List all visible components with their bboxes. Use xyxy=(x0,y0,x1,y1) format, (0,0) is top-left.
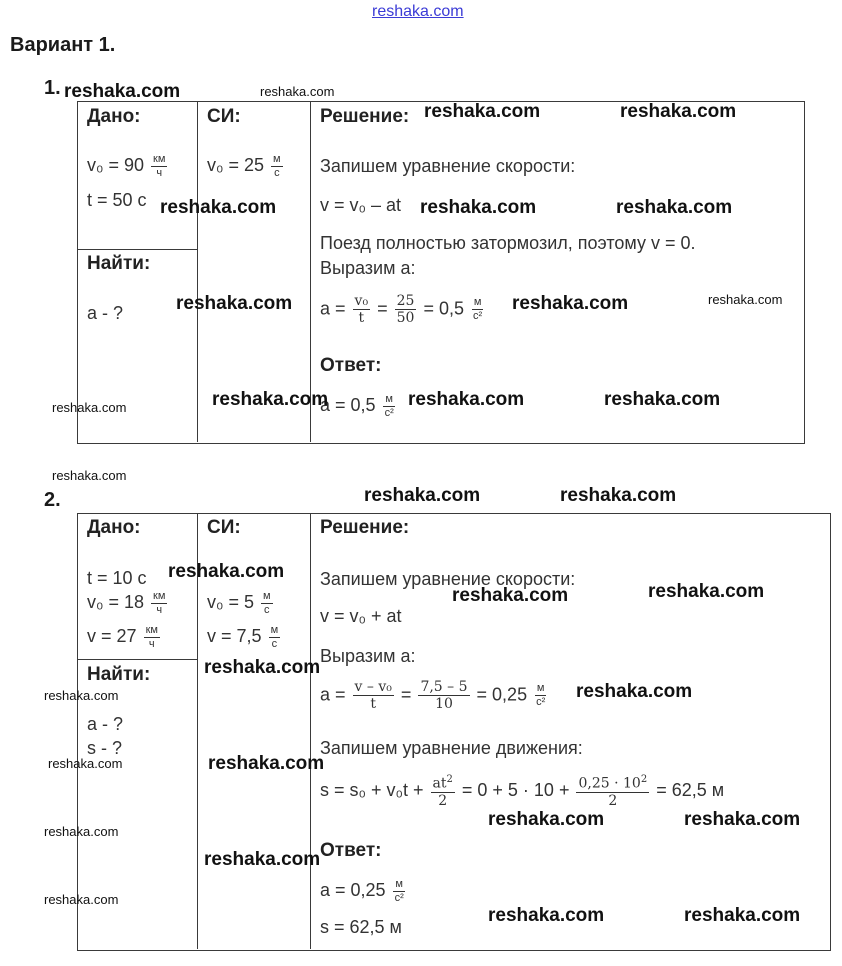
task1-answer xyxy=(320,393,398,419)
formula-a-frac1: $\frac{\text{v – v₀}}{t}$ xyxy=(354,679,392,713)
watermark: reshaka.com xyxy=(616,197,733,218)
watermark: reshaka.com xyxy=(708,292,783,307)
formula-s-lhs: s = s₀ + v₀t + xyxy=(320,780,424,801)
formula-a-frac2: $\frac{7,5 - 5}{10}$ xyxy=(420,679,468,713)
variant-title: Вариант 1. xyxy=(10,34,116,56)
formula-s-frac1: $\frac{at^2}{2}$ xyxy=(432,774,453,809)
task1-divider-given xyxy=(197,101,198,442)
task1-si-v0-text: v₀ = 25 xyxy=(207,154,265,175)
task1-si-v0 xyxy=(207,153,285,179)
task1-given-header: Дано: xyxy=(87,106,141,127)
watermark: reshaka.com xyxy=(648,581,765,602)
task2-sol-line2: v = v₀ + at xyxy=(320,606,402,626)
task1-divider-find xyxy=(77,249,198,250)
watermark: reshaka.com xyxy=(420,197,537,218)
watermark: reshaka.com xyxy=(684,905,801,926)
task2-given-t: t = 10 с xyxy=(87,568,147,588)
watermark: reshaka.com xyxy=(208,753,325,774)
watermark: reshaka.com xyxy=(408,389,525,410)
task2-number: 2. xyxy=(44,489,61,511)
task1-answer-text: a = 0,5 xyxy=(320,394,376,415)
task2-given-v0-unit: $\frac{км}{ч}$ xyxy=(153,590,166,616)
watermark: reshaka.com xyxy=(44,824,119,839)
task2-answer-header: Ответ: xyxy=(320,840,382,861)
task2-si-v-text: v = 7,5 xyxy=(207,625,262,646)
task2-si-v0-unit: $\frac{м}{с}$ xyxy=(263,590,271,616)
watermark: reshaka.com xyxy=(424,101,541,122)
task2-si-v0-text: v₀ = 5 xyxy=(207,591,254,612)
task2-given-v0 xyxy=(87,590,169,616)
watermark: reshaka.com xyxy=(604,389,721,410)
watermark: reshaka.com xyxy=(44,688,119,703)
watermark: reshaka.com xyxy=(176,293,293,314)
watermark: reshaka.com xyxy=(620,101,737,122)
task2-given-v xyxy=(87,624,162,650)
task2-answer-a-unit: $\frac{м}{\text{с²}}$ xyxy=(394,878,404,904)
task2-sol-line1: Запишем уравнение скорости: xyxy=(320,569,576,589)
formula-frac-v0-t: $\frac{\text{v₀}}{t}$ xyxy=(354,293,369,327)
watermark: reshaka.com xyxy=(52,468,127,483)
task2-sol-line3: Выразим a: xyxy=(320,646,416,666)
formula-s-mid: = 0 + 5 · 10 + xyxy=(461,780,570,801)
task1-formula xyxy=(320,293,486,326)
task2-find-s: s - ? xyxy=(87,738,123,758)
watermark: reshaka.com xyxy=(44,892,119,907)
task2-given-v-text: v = 27 xyxy=(87,625,137,646)
task2-formula-s xyxy=(320,774,724,809)
task2-answer-a-text: a = 0,25 xyxy=(320,879,386,900)
task2-given-header: Дано: xyxy=(87,517,141,538)
task2-divider-find xyxy=(77,659,198,660)
watermark: reshaka.com xyxy=(48,756,123,771)
watermark: reshaka.com xyxy=(488,809,605,830)
formula-eq: = xyxy=(377,298,388,319)
watermark: reshaka.com xyxy=(204,657,321,678)
task2-given-v0-text: v₀ = 18 xyxy=(87,591,145,612)
watermark: reshaka.com xyxy=(452,585,569,606)
task2-find-a: a - ? xyxy=(87,714,124,734)
formula-s-result: = 62,5 м xyxy=(656,780,725,801)
watermark: reshaka.com xyxy=(204,849,321,870)
task1-si-unit: $\frac{м}{с}$ xyxy=(273,153,281,179)
task1-given-v0 xyxy=(87,153,169,179)
task1-answer-header: Ответ: xyxy=(320,355,382,376)
task2-divider-si xyxy=(310,513,311,949)
formula-s-frac2: $\frac{0,25 \cdot 10^2}{2}$ xyxy=(578,774,648,809)
task1-given-v0-text: v₀ = 90 xyxy=(87,154,145,175)
task2-given-v-unit: $\frac{км}{ч}$ xyxy=(145,624,158,650)
task1-answer-unit: $\frac{м}{\text{с²}}$ xyxy=(384,393,394,419)
task2-solution-header: Решение: xyxy=(320,517,410,538)
watermark: reshaka.com xyxy=(512,293,629,314)
task2-si-v-unit: $\frac{м}{с}$ xyxy=(270,624,279,650)
watermark: reshaka.com xyxy=(560,485,677,506)
task2-answer-s: s = 62,5 м xyxy=(320,917,402,937)
task2-si-v xyxy=(207,624,282,650)
task1-sol-line2: v = v₀ – at xyxy=(320,195,402,215)
task1-solution-header: Решение: xyxy=(320,106,410,127)
task1-given-t: t = 50 с xyxy=(87,190,147,210)
formula-a-result: = 0,25 xyxy=(476,684,528,705)
task1-sol-line1: Запишем уравнение скорости: xyxy=(320,156,576,176)
formula-result: = 0,5 xyxy=(423,298,465,319)
task1-sol-line3: Поезд полностью затормозил, поэтому v = 0. xyxy=(320,233,696,253)
task2-find-header: Найти: xyxy=(87,664,151,685)
task2-formula-a xyxy=(320,679,549,712)
watermark: reshaka.com xyxy=(52,400,127,415)
task1-sol-line4: Выразим a: xyxy=(320,258,416,278)
watermark: reshaka.com xyxy=(260,84,335,99)
site-link[interactable]: reshaka.com xyxy=(372,3,464,20)
formula-unit: $\frac{м}{\text{с²}}$ xyxy=(473,296,483,323)
task1-si-header: СИ: xyxy=(207,106,241,127)
watermark: reshaka.com xyxy=(684,809,801,830)
formula-lhs: a = xyxy=(320,298,346,319)
formula-a-unit: $\frac{м}{\text{с²}}$ xyxy=(536,682,546,709)
task1-given-unit: $\frac{км}{ч}$ xyxy=(153,153,166,179)
task1-find-a: a - ? xyxy=(87,303,124,323)
formula-a-eq: = xyxy=(400,684,412,705)
watermark: reshaka.com xyxy=(64,81,181,102)
task2-sol-line4: Запишем уравнение движения: xyxy=(320,738,583,758)
task2-answer-a xyxy=(320,878,408,904)
watermark: reshaka.com xyxy=(364,485,481,506)
formula-a-lhs: a = xyxy=(320,684,346,705)
watermark: reshaka.com xyxy=(212,389,329,410)
formula-frac-25-50: $\frac{25}{50}$ xyxy=(396,293,415,327)
task1-find-header: Найти: xyxy=(87,253,151,274)
task2-si-header: СИ: xyxy=(207,517,241,538)
task2-si-v0 xyxy=(207,590,275,616)
watermark: reshaka.com xyxy=(160,197,277,218)
watermark: reshaka.com xyxy=(488,905,605,926)
watermark: reshaka.com xyxy=(576,681,693,702)
task1-number: 1. xyxy=(44,77,61,99)
watermark: reshaka.com xyxy=(168,561,285,582)
